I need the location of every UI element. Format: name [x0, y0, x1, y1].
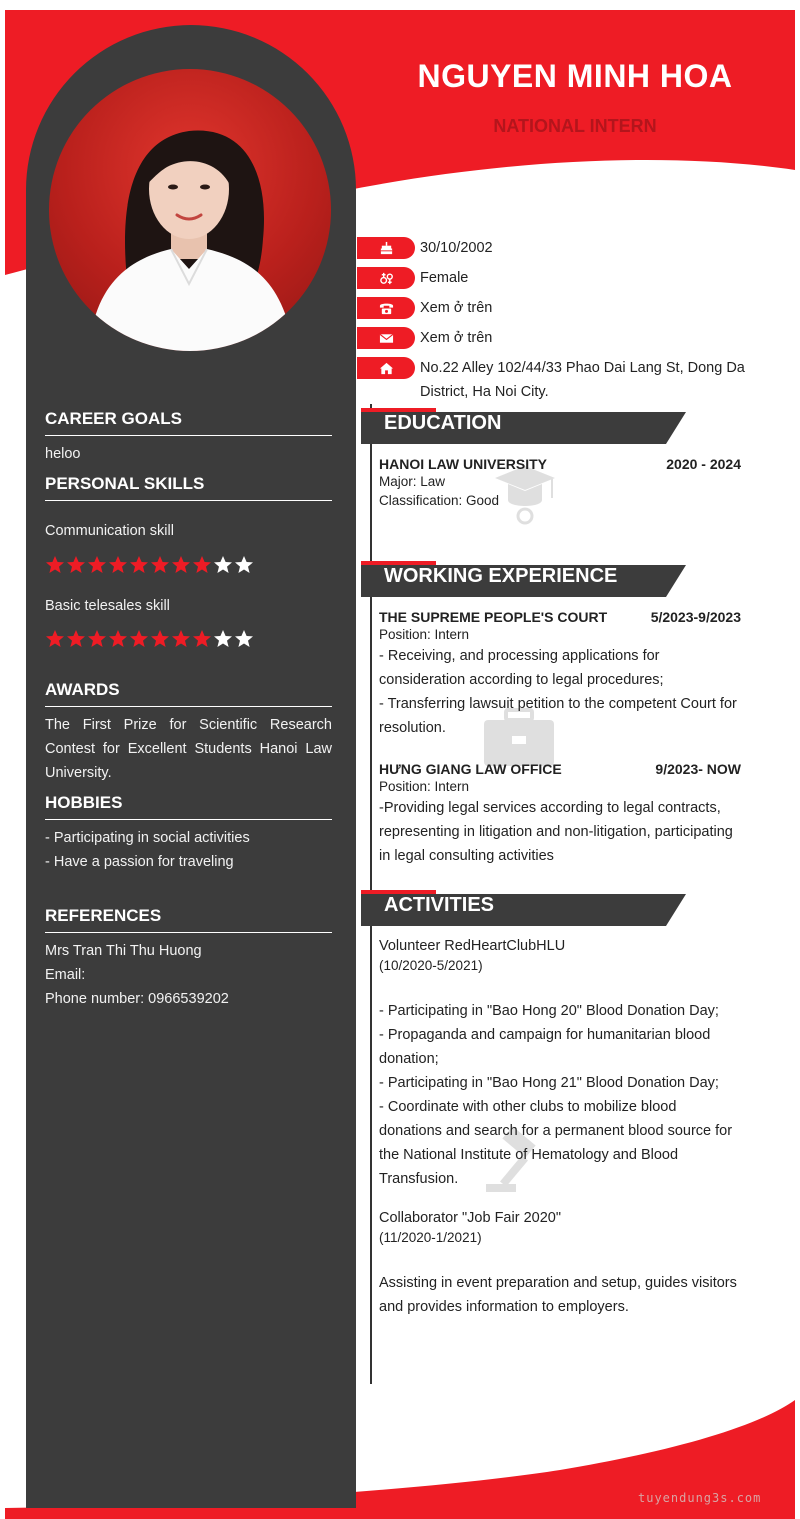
references-section: [45, 906, 332, 1011]
activity-period: (11/2020-1/2021): [379, 1230, 482, 1245]
education-entry: [379, 456, 741, 510]
phone-icon: [357, 297, 415, 319]
star-empty-icon: [213, 629, 233, 649]
activities-title: ACTIVITIES: [384, 894, 495, 916]
star-filled-icon: [87, 629, 107, 649]
candidate-role: NATIONAL INTERN: [493, 116, 657, 136]
skill-rating-2: [45, 629, 332, 651]
education-classification: Classification: Good: [379, 493, 500, 508]
birthday-cake-icon: [357, 237, 415, 259]
education-header: [361, 408, 686, 442]
career-goals-section: [45, 409, 332, 466]
birthday-text: 30/10/2002: [420, 240, 493, 256]
star-filled-icon: [150, 629, 170, 649]
job-entry-2: [379, 761, 741, 868]
activity-period: (10/2020-5/2021): [379, 958, 483, 973]
hobby-item: - Participating in social activities: [45, 830, 250, 846]
site-watermark: tuyendung3s.com: [638, 1491, 762, 1505]
activity-line: - Participating in "Bao Hong 20" Blood Donation Day;: [379, 1003, 719, 1019]
hobbies-section: [45, 793, 332, 874]
star-filled-icon: [171, 629, 191, 649]
job-position: Position: Intern: [379, 627, 470, 642]
job-period: 9/2023- NOW: [655, 761, 741, 777]
star-filled-icon: [66, 555, 86, 575]
home-icon: [357, 357, 415, 379]
contact-email: [357, 327, 492, 350]
reference-email: Email:: [45, 967, 86, 983]
address-text: No.22 Alley 102/44/33 Phao Dai Lang St, Dong Da District, Ha Noi City.: [420, 360, 745, 400]
hobby-item: - Have a passion for traveling: [45, 854, 234, 870]
star-filled-icon: [108, 629, 128, 649]
avatar: [49, 69, 331, 351]
gender-text: Female: [420, 270, 469, 286]
reference-phone: Phone number: 0966539202: [45, 991, 229, 1007]
job-entry-1: [379, 609, 741, 740]
skill-name: Communication skill: [45, 523, 174, 539]
activity-name: Collaborator "Job Fair 2020": [379, 1210, 561, 1226]
career-goals-text: heloo: [45, 446, 81, 462]
references-title: REFERENCES: [45, 906, 332, 933]
awards-section: [45, 680, 332, 785]
education-period: 2020 - 2024: [666, 456, 741, 472]
star-filled-icon: [129, 555, 149, 575]
person-silhouette-icon: [49, 69, 331, 351]
contact-phone: [357, 297, 492, 320]
awards-text: The First Prize for Scientific Research Contest for Excellent Students Hanoi Law University.: [45, 717, 332, 781]
awards-title: AWARDS: [45, 680, 332, 707]
job-duty: - Transferring lawsuit petition to the competent Court for resolution.: [379, 696, 737, 736]
job-position: Position: Intern: [379, 779, 470, 794]
activity-line: - Participating in "Bao Hong 21" Blood Donation Day;: [379, 1075, 719, 1091]
job-company: HƯNG GIANG LAW OFFICE: [379, 761, 562, 777]
email-text: Xem ở trên: [420, 330, 493, 346]
contact-address: [357, 357, 760, 404]
phone-text: Xem ở trên: [420, 300, 493, 316]
contact-birthday: [357, 237, 493, 260]
skill-rating-1: [45, 555, 332, 577]
hobbies-title: HOBBIES: [45, 793, 332, 820]
star-filled-icon: [171, 555, 191, 575]
job-duty: - Receiving, and processing applications for consideration according to legal procedures;: [379, 648, 664, 688]
activity-entry-2: [379, 1209, 741, 1319]
gender-icon: [357, 267, 415, 289]
candidate-name: NGUYEN MINH HOA: [417, 58, 733, 94]
skills-section: [45, 474, 332, 651]
career-goals-title: CAREER GOALS: [45, 409, 332, 436]
star-filled-icon: [108, 555, 128, 575]
star-filled-icon: [150, 555, 170, 575]
activities-header: [361, 890, 686, 924]
activity-line: Assisting in event preparation and setup, guides visitors and provides information to employers.: [379, 1275, 737, 1315]
email-icon: [357, 327, 415, 349]
job-period: 5/2023-9/2023: [650, 609, 741, 625]
star-empty-icon: [213, 555, 233, 575]
star-empty-icon: [234, 555, 254, 575]
experience-title: WORKING EXPERIENCE: [384, 565, 618, 587]
job-company: THE SUPREME PEOPLE'S COURT: [379, 609, 608, 625]
star-filled-icon: [45, 629, 65, 649]
job-duty: -Providing legal services according to legal contracts, representing in litigation and non-litigation, participating in legal consulting activities: [379, 800, 733, 864]
activity-entry-1: [379, 937, 741, 1191]
skills-title: PERSONAL SKILLS: [45, 474, 332, 501]
education-title: EDUCATION: [384, 412, 502, 434]
activity-line: - Coordinate with other clubs to mobilize blood donations and search for a permanent blood source for the National Institute of Hematology and Blood Transfusion.: [379, 1099, 733, 1187]
star-filled-icon: [45, 555, 65, 575]
contact-gender: [357, 267, 468, 290]
education-major: Major: Law: [379, 474, 446, 489]
star-filled-icon: [129, 629, 149, 649]
activity-line: - Propaganda and campaign for humanitarian blood donation;: [379, 1027, 711, 1067]
star-filled-icon: [192, 629, 212, 649]
school-name: HANOI LAW UNIVERSITY: [379, 456, 548, 472]
skill-name: Basic telesales skill: [45, 598, 170, 614]
reference-name: Mrs Tran Thi Thu Huong: [45, 943, 202, 959]
star-filled-icon: [87, 555, 107, 575]
star-filled-icon: [66, 629, 86, 649]
star-empty-icon: [234, 629, 254, 649]
activity-name: Volunteer RedHeartClubHLU: [379, 938, 566, 954]
star-filled-icon: [192, 555, 212, 575]
experience-header: [361, 561, 686, 595]
